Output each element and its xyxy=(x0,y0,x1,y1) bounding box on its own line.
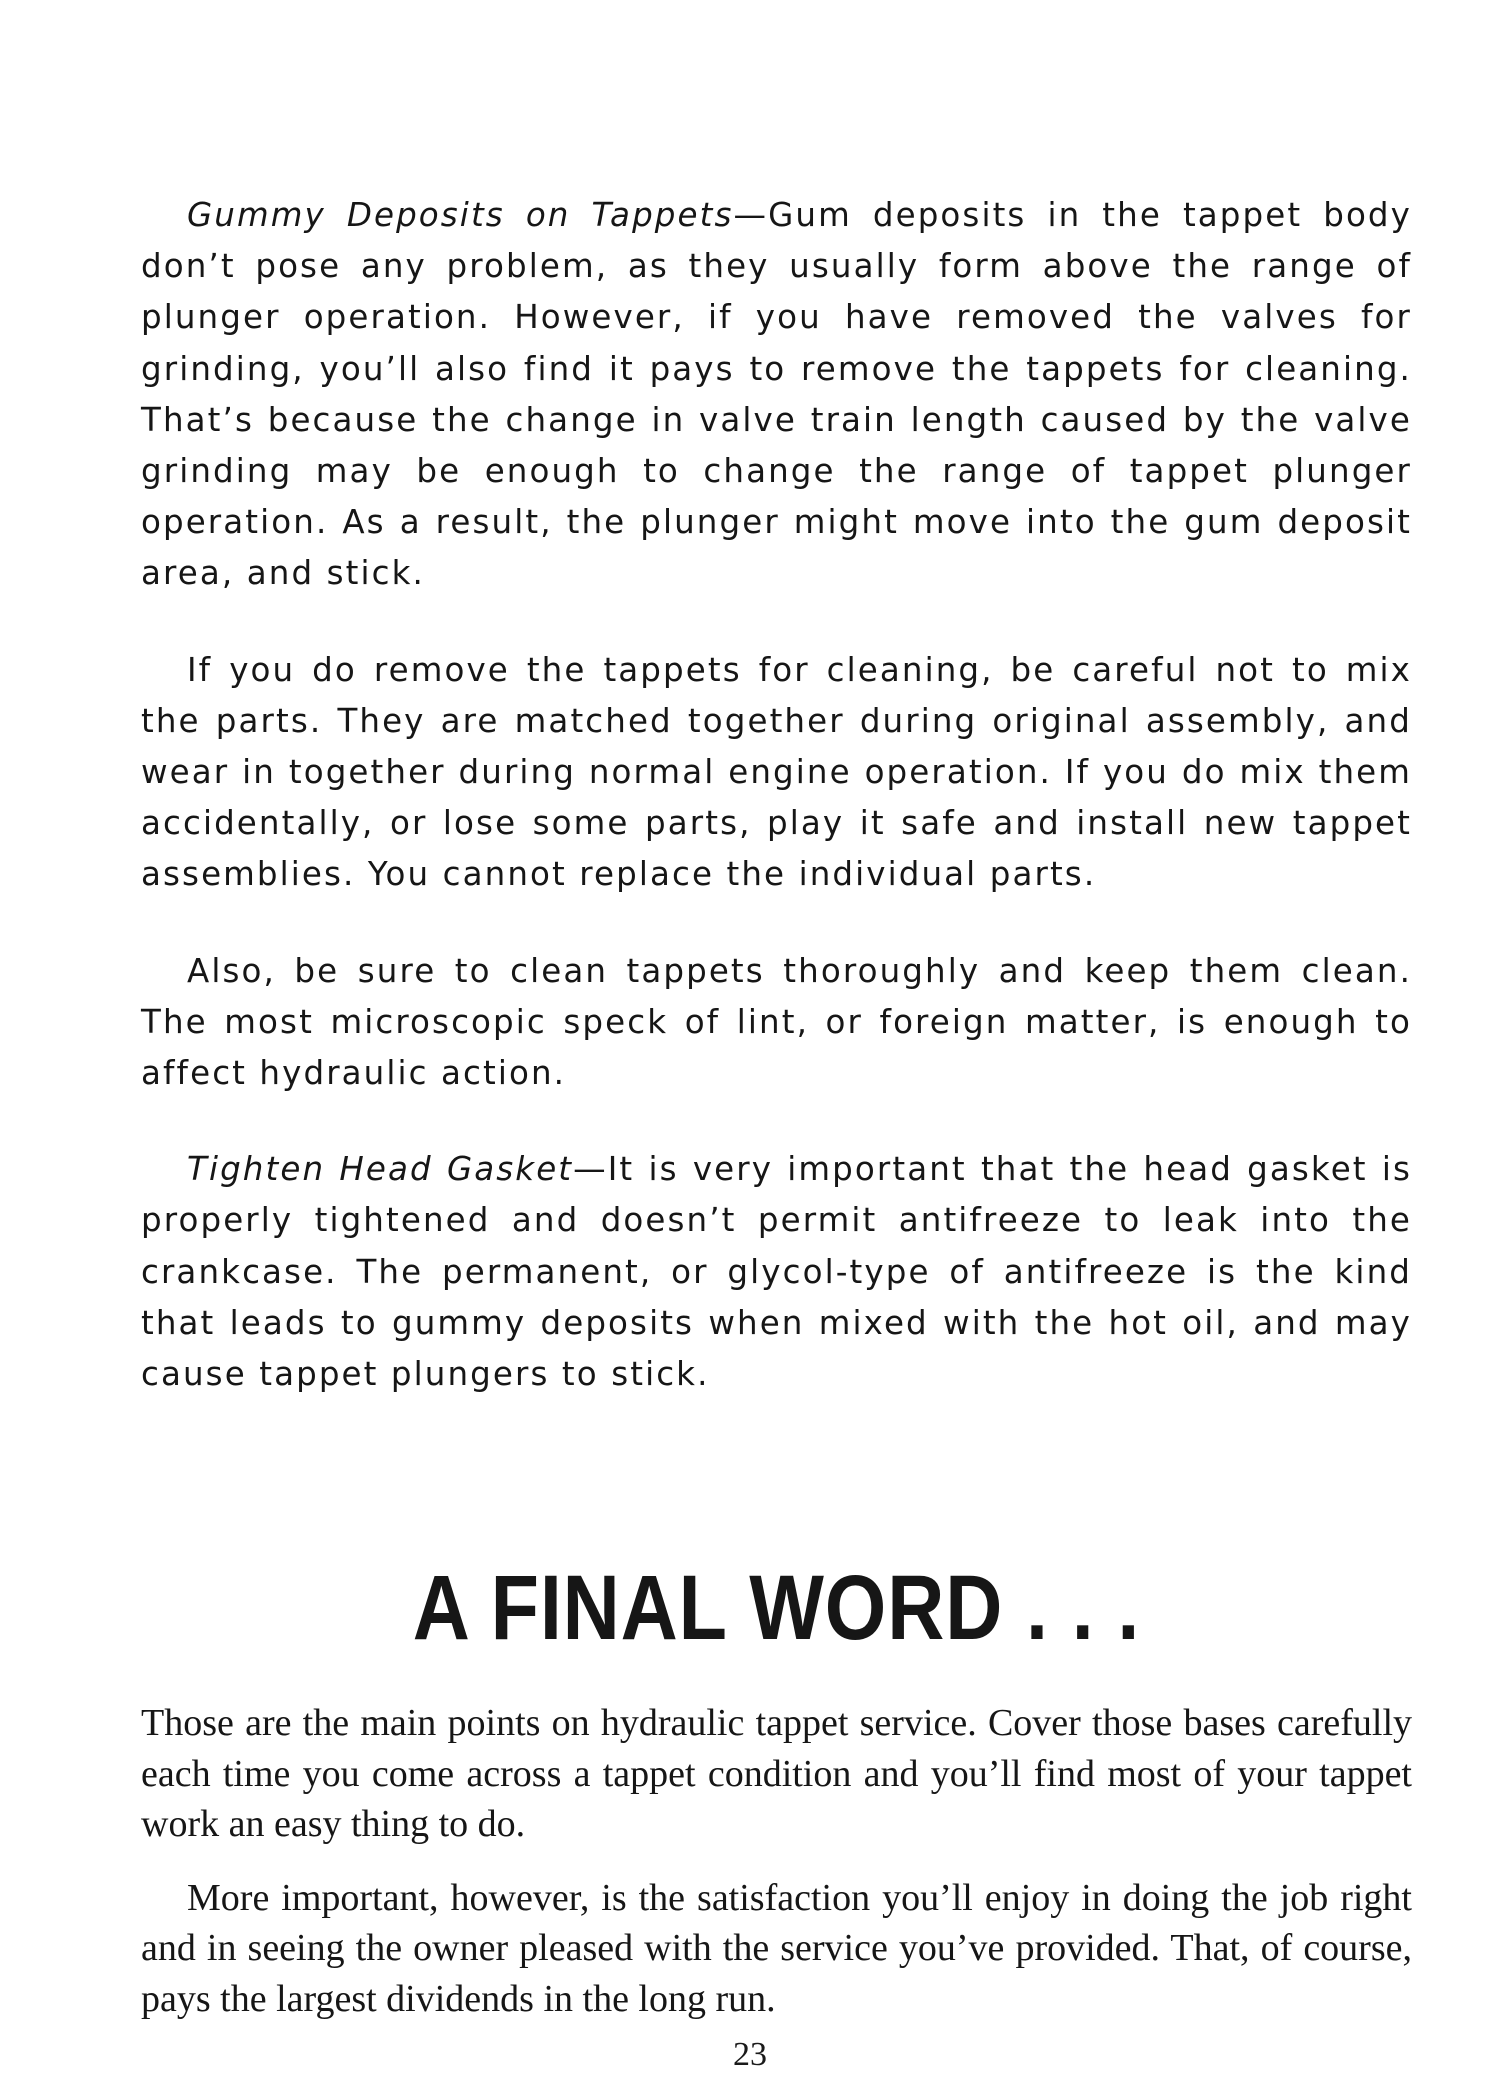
final-word-title: A FINAL WORD . . . xyxy=(412,1557,1141,1660)
paragraph-remove-tappets: If you do remove the tappets for cleaning, be careful not to mix the parts. They are matched together during original assembly, and wear in together during normal engine operation. If you do mix them accidentally, or lose some parts, play it safe and install new tappet assemblies. You cannot replace the individual parts. xyxy=(141,650,1412,894)
page-content xyxy=(141,190,1412,2024)
paragraph-clean-tappets: Also, be sure to clean tappets thoroughly and keep them clean. The most microscopic speck of lint, or foreign matter, is enough to affect hydraulic action. xyxy=(141,951,1412,1093)
paragraph-gummy-deposits-body: —Gum deposits in the tappet body don’t pose any problem, as they usually form above the range of plunger operation. However, if you have removed the valves for grinding, you’ll also find it pays to remove the tappets for cleaning. That’s because the change in valve train length caused by the valve grinding may be enough to change the range of tappet plunger operation. As a result, the plunger might move into the gum deposit area, and stick. xyxy=(141,196,1412,593)
final-word-paragraph-2: More important, however, is the satisfaction you’ll enjoy in doing the job right and in seeing the owner pleased with the service you’ve provided. That, of course, pays the largest dividends in the long run. xyxy=(141,1876,1412,2020)
final-word-section xyxy=(141,1698,1412,2024)
page-number: 23 xyxy=(733,2036,767,2073)
paragraph-gummy-deposits xyxy=(141,190,1412,600)
paragraph-head-gasket-body: —It is very important that the head gasket is properly tightened and doesn’t permit antifreeze to leak into the crankcase. The permanent, or glycol-type of antifreeze is the kind that leads to gummy deposits when mixed with the hot oil, and may cause tappet plungers to stick. xyxy=(141,1150,1413,1394)
heading-gummy-deposits: Gummy Deposits on Tappets xyxy=(187,196,734,234)
final-word-paragraph-1: Those are the main points on hydraulic tappet service. Cover those bases carefully each time you come across a tappet condition and you’ll find most of your tappet work an easy thing to do. xyxy=(141,1702,1412,1846)
paragraph-head-gasket xyxy=(141,1144,1412,1400)
heading-head-gasket: Tighten Head Gasket xyxy=(187,1150,574,1189)
